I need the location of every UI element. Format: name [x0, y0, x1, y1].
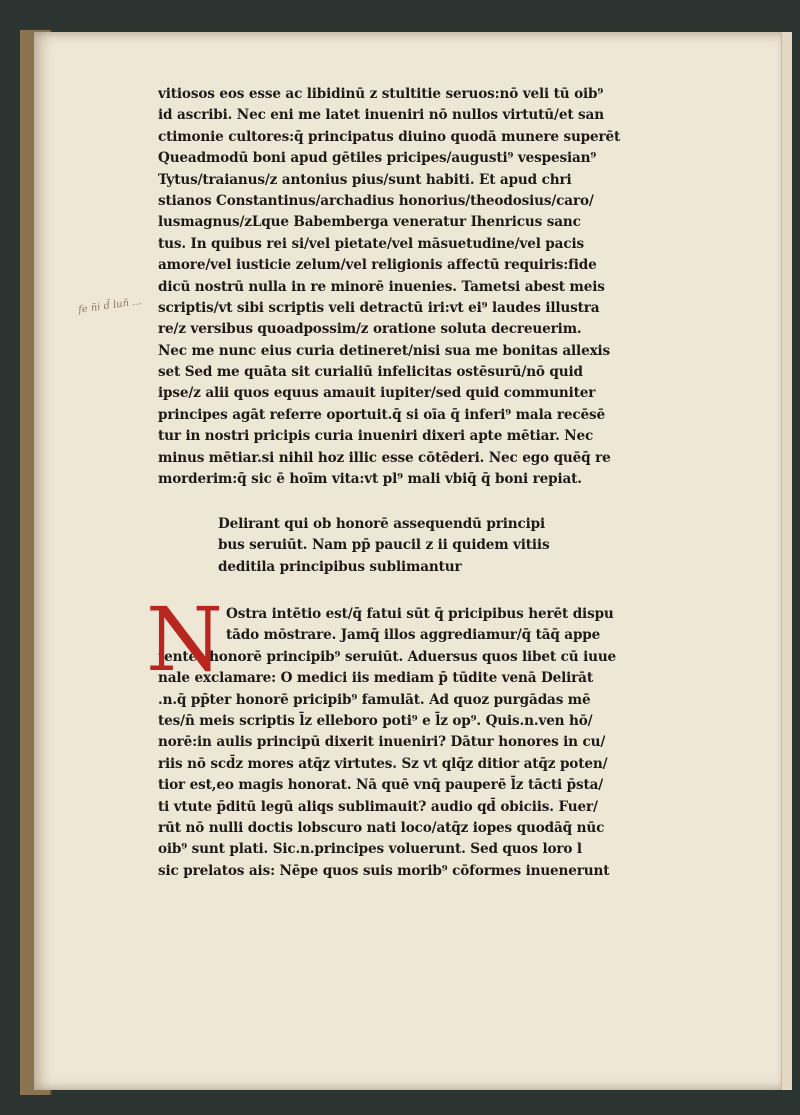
text-line: dicū nostrū nulla in re minorē inuenies. Tametsi abest meis: [158, 278, 605, 295]
text-line: tentes honorē principib⁹ seruiūt. Aduersus quos libet cū iuue: [158, 648, 617, 665]
text-line: vitiosos eos esse ac libidinū z stultitie seruos:nō veli tū oib⁹: [158, 86, 604, 102]
text-line: stianos Constantinus/archadius honorius/theodosius/caro/: [158, 192, 594, 209]
text-line: sic prelatos ais: Nēpe quos suis morib⁹ cōformes inuenerunt: [158, 862, 610, 879]
text-line: tes/n̄ meis scriptis l̄z elleboro poti⁹ e l̄z op⁹. Quis.n.ven hō/: [158, 712, 593, 729]
text-line: Delirant qui ob honorē assequendū principi: [218, 516, 545, 532]
text-line: ipse/z alii quos equus amauit iupiter/sed quid communiter: [158, 385, 596, 402]
text-block-main: [158, 84, 688, 490]
text-line: minus mētiar.si nihil hoz illic esse cōtēderi. Nec ego quēq̄ re: [158, 449, 611, 466]
text-block-heading: [158, 514, 678, 578]
text-line: id ascribi. Nec eni me latet inueniri nō nullos virtutū/et san: [158, 107, 604, 124]
text-line: tior est,eo magis honorat. Nā quē vnq̄ pauperē l̄z tācti p̄sta/: [158, 777, 604, 794]
text-line: tur in nostri pricipis curia inueniri dixeri apte mētiar. Nec: [158, 428, 594, 445]
text-line: oib⁹ sunt plati. Sic.n.principes voluerunt. Sed quos loro l: [158, 841, 582, 858]
text-line: ctimonie cultores:q̄ principatus diuino quodā munere superēt: [158, 128, 621, 145]
text-line: Queadmodū boni apud gētiles pricipes/augusti⁹ vespesian⁹: [158, 150, 597, 167]
text-line: lusmagnus/zLque Babemberga veneratur Ihenricus sanc: [158, 214, 581, 231]
text-line: set Sed me quāta sit curialiū infelicitas ostēsurū/nō quid: [158, 364, 583, 381]
page-edge: [781, 32, 792, 1090]
text-line: amore/vel iusticie zelum/vel religionis affectū requiris:fide: [158, 257, 597, 274]
text-line: nale exclamare: O medici iis mediam p̄ tūdite venā Delirāt: [158, 670, 593, 687]
text-line: bus seruiūt. Nam pp̄ paucil z ii quidem vitiis: [218, 537, 550, 554]
text-line: deditila principibus sublimantur: [218, 558, 462, 575]
text-line: ti vtute p̄ditū legū aliqs sublimauit? audio qd̄ obiciis. Fuer/: [158, 798, 598, 815]
text-line: Tytus/traianus/z antonius pius/sunt habiti. Et apud chri: [158, 171, 572, 188]
text-line: tus. In quibus rei si/vel pietate/vel māsuetudine/vel pacis: [158, 235, 584, 252]
text-line: Nec me nunc eius curia detineret/nisi sua me bonitas allexis: [158, 342, 611, 359]
text-line: .n.q̄ pp̄ter honorē pricipib⁹ famulāt. Ad quoz purgādas mē: [158, 691, 591, 708]
text-line: principes agāt referre oportuit.q̄ si oīa q̄ inferi⁹ mala recēsē: [158, 406, 605, 423]
text-line: norē:in aulis principū dixerit inueniri? Dātur honores in cu/: [158, 734, 606, 751]
text-line: Ostra intētio est/q̄ fatui sūt q̄ pricipibus herēt dispu: [226, 606, 614, 622]
text-line: riis nō scd̄z mores atq̄z virtutes. Sz vt qlq̄z ditior atq̄z poten/: [158, 755, 608, 772]
marginal-annotation: fe n̄i d̄ lun̄ ...: [77, 296, 143, 316]
text-line: morderim:q̄ sic ē hoīm vita:vt pl⁹ mali vbiq̄ q̄ boni repiat.: [158, 471, 582, 488]
text-line: tādo mōstrare. Jamq̄ illos aggrediamur/q̄ tāq̄ appe: [226, 627, 601, 644]
text-block-chapter: [146, 588, 688, 882]
text-line: re/z versibus quoadpossim/z oratione soluta decreuerim.: [158, 321, 582, 338]
text-line: scriptis/vt sibi scriptis veli detractū iri:vt ei⁹ laudes illustra: [158, 299, 600, 316]
text-line: rūt nō nulli doctis lobscuro nati loco/atq̄z iopes quodāq̄ nūc: [158, 819, 605, 836]
drop-cap-initial: N: [146, 588, 223, 691]
